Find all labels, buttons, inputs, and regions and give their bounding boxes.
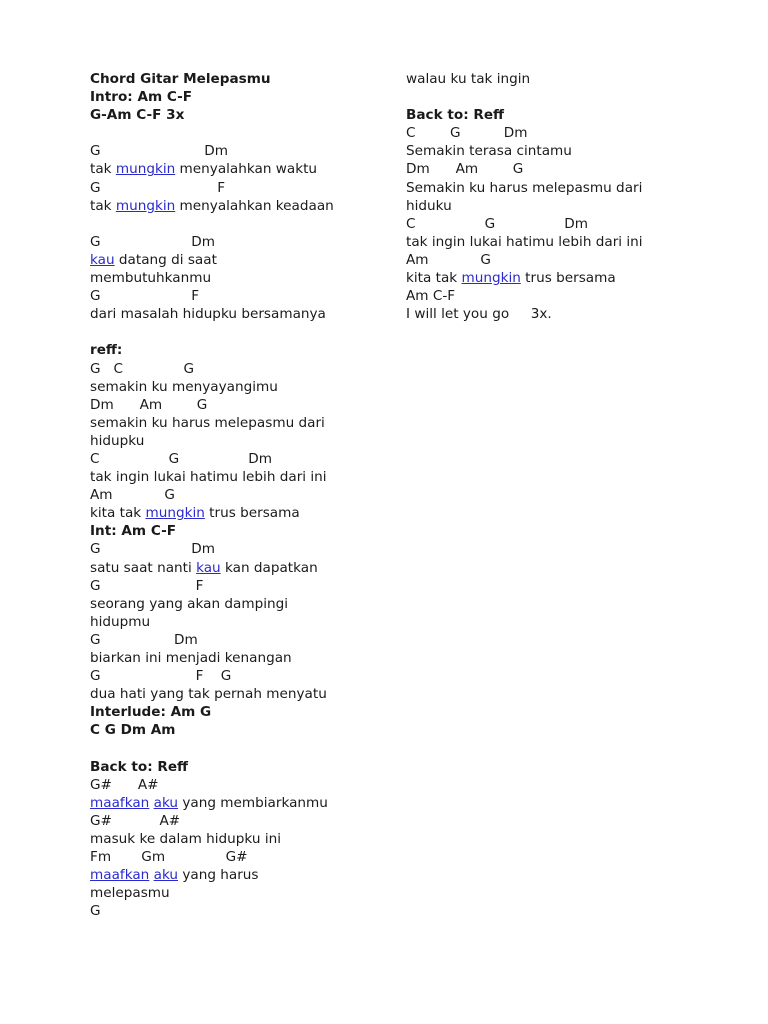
lyric-line: I will let you go 3x. <box>406 306 552 323</box>
lyric-line: Am G <box>90 487 175 504</box>
lyric-line <box>406 88 706 106</box>
lyric-line: G Dm <box>90 631 198 648</box>
lyric-line: G F G <box>90 668 232 685</box>
lyric-line: G Dm <box>90 143 228 160</box>
lyric-line: tak ingin lukai hatimu lebih dari ini <box>90 469 327 486</box>
lyric-line: Semakin ku harus melepasmu dari <box>406 179 643 196</box>
lyric-line <box>90 794 390 812</box>
lyric-line <box>406 269 706 287</box>
lyric-line: dari masalah hidupku bersamanya <box>90 306 326 323</box>
lyric-line: G F <box>90 288 200 305</box>
lyric-line: Semakin terasa cintamu <box>406 143 572 160</box>
lyric-line: Dm Am G <box>90 396 208 413</box>
lyric-text: trus bersama <box>204 505 300 522</box>
lyric-line: G F <box>90 179 226 196</box>
lyric-line <box>90 160 390 178</box>
keyword-link[interactable]: maafkan <box>90 794 150 811</box>
section-heading: reff: <box>90 342 123 359</box>
lyric-line: C G Dm <box>406 215 589 232</box>
lyric-text: kan dapatkan <box>220 559 318 576</box>
lyric-line: G# A# <box>90 776 159 793</box>
lyric-line: G Dm <box>90 233 215 250</box>
lyric-text: yang membiarkanmu <box>178 794 328 811</box>
lyric-line: melepasmu <box>90 885 170 902</box>
lyric-text: kita tak <box>406 270 462 287</box>
keyword-link[interactable]: kau <box>90 251 115 268</box>
lyric-text: yang harus <box>178 867 259 884</box>
lyric-line: G# A# <box>90 812 181 829</box>
lyric-text: tak <box>90 161 116 178</box>
lyric-line <box>90 215 390 233</box>
section-heading: Back to: Reff <box>406 107 505 124</box>
lyric-line: hidupku <box>90 432 145 449</box>
lyric-line: biarkan ini menjadi kenangan <box>90 650 292 666</box>
lyric-text: satu saat nanti <box>90 559 197 576</box>
lyric-text: kita tak <box>90 505 146 522</box>
lyric-line: hiduku <box>406 197 452 214</box>
lyric-line: semakin ku menyayangimu <box>90 378 278 395</box>
lyric-text: datang di saat <box>114 251 217 268</box>
lyric-line: Dm Am G <box>406 161 524 178</box>
lyric-line: Am G <box>406 251 491 268</box>
lyrics-column-right <box>406 70 706 323</box>
lyric-text: tak <box>90 197 116 214</box>
keyword-link[interactable]: aku <box>153 867 179 884</box>
lyric-line: dua hati yang tak pernah menyatu <box>90 686 327 703</box>
keyword-link[interactable]: mungkin <box>145 505 205 522</box>
section-heading: Interlude: Am G <box>90 704 212 721</box>
section-heading: Int: Am C-F <box>90 523 177 540</box>
lyric-line: C G Dm <box>406 125 528 142</box>
lyric-line <box>90 739 390 757</box>
lyric-line: G <box>90 903 101 920</box>
section-heading: Chord Gitar Melepasmu <box>90 71 271 87</box>
keyword-link[interactable]: mungkin <box>115 197 176 214</box>
lyric-line: G C G <box>90 360 195 377</box>
lyric-line <box>90 197 390 215</box>
lyric-line <box>90 124 390 142</box>
lyric-text: menyalahkan waktu <box>175 161 318 178</box>
lyric-line: Am C-F <box>406 288 456 305</box>
lyrics-column-left <box>90 70 390 920</box>
lyric-line: walau ku tak ingin <box>406 71 531 87</box>
section-heading: Intro: Am C-F <box>90 89 193 106</box>
keyword-link[interactable]: maafkan <box>90 867 150 884</box>
lyric-line: membutuhkanmu <box>90 270 212 287</box>
lyric-line: Fm Gm G# <box>90 849 248 866</box>
lyric-line: hidupmu <box>90 613 151 630</box>
lyric-line <box>90 504 390 522</box>
keyword-link[interactable]: kau <box>196 559 221 576</box>
keyword-link[interactable]: mungkin <box>461 270 521 287</box>
lyric-line <box>90 323 390 341</box>
lyric-line: tak ingin lukai hatimu lebih dari ini <box>406 233 643 250</box>
section-heading: Back to: Reff <box>90 758 189 775</box>
section-heading: C G Dm Am <box>90 722 176 739</box>
lyric-line: G F <box>90 577 204 594</box>
lyric-text: trus bersama <box>520 270 616 287</box>
section-heading: G-Am C-F 3x <box>90 107 185 124</box>
keyword-link[interactable]: aku <box>153 794 179 811</box>
lyric-line: masuk ke dalam hidupku ini <box>90 830 281 847</box>
lyric-line: G Dm <box>90 541 215 558</box>
lyric-line <box>90 866 390 884</box>
lyric-text: menyalahkan keadaan <box>175 197 334 214</box>
lyric-line: C G Dm <box>90 450 273 467</box>
lyric-line: semakin ku harus melepasmu dari <box>90 414 325 431</box>
keyword-link[interactable]: mungkin <box>115 161 176 178</box>
lyric-line <box>90 559 390 577</box>
lyric-line <box>90 251 390 269</box>
lyric-line: seorang yang akan dampingi <box>90 595 289 612</box>
